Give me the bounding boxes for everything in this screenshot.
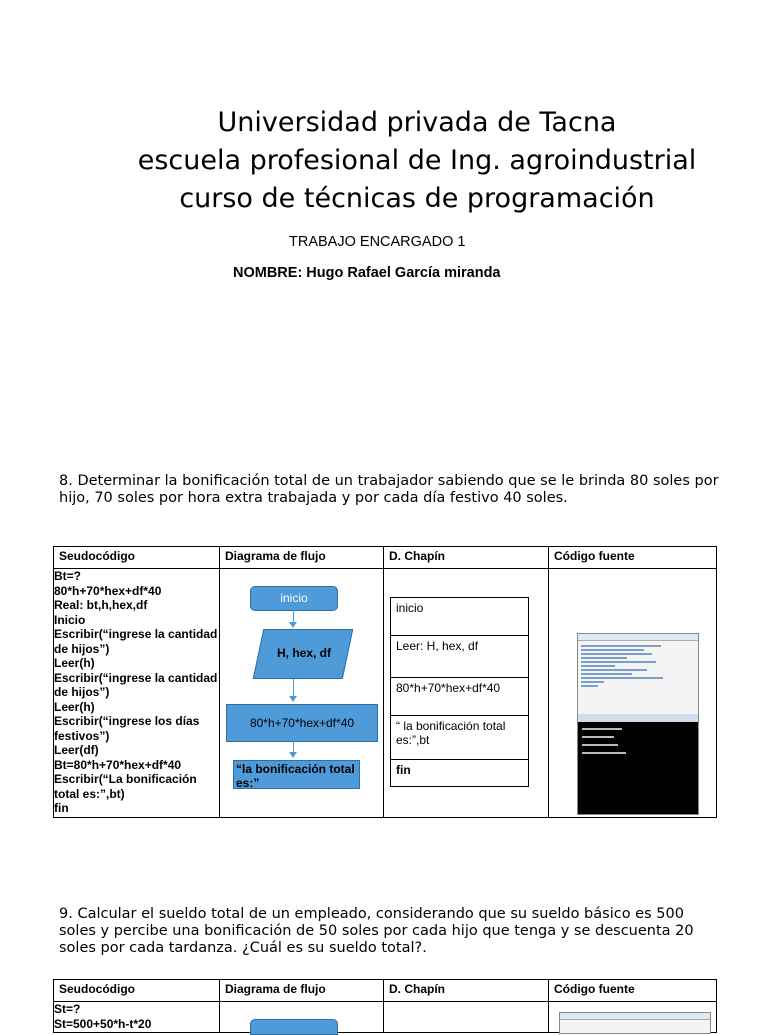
console-window <box>578 714 698 814</box>
pseudo-line: Escribir(“ingrese la cantidad de hijos”) <box>54 670 221 699</box>
col-pseudocode-header: Seudocódigo <box>54 547 220 569</box>
chapin-diagram <box>390 597 529 787</box>
source-code-screenshot <box>577 633 699 815</box>
col-chapin-header: D. Chapín <box>384 980 549 1002</box>
pseudo-line: Leer(h) <box>54 656 95 670</box>
table-row <box>54 1002 717 1033</box>
pseudocode-cell <box>54 1002 220 1033</box>
problem-8-statement: 8. Determinar la bonificación total de un trabajador sabiendo que se le brinda 80 soles por hijo, 70 soles por hora extra trabajada y por cada día festivo 40 soles. <box>59 473 719 506</box>
source-code-cell <box>549 1002 717 1033</box>
flow-input-node: H, hex, df <box>276 646 331 660</box>
chapin-step: 80*h+70*hex+df*40 <box>390 677 529 715</box>
problem-9-statement: 9. Calcular el sueldo total de un empleado, considerando que su sueldo básico es 500 soles y percibe una bonificación de 50 soles por cada hijo que tenga y se descuenta 20 soles por cada tardanza. ¿Cuál es su sueldo total?. <box>59 906 694 956</box>
source-code-screenshot <box>559 1012 711 1034</box>
pseudo-line: Leer(df) <box>54 743 99 757</box>
flowchart-cell <box>220 569 384 818</box>
pseudo-line: Escribir(“ingrese la cantidad de hijos”) <box>54 627 221 656</box>
table-header-row <box>54 547 717 569</box>
flow-process-node: 80*h+70*hex+df*40 <box>226 704 378 742</box>
chapin-step: fin <box>390 759 529 787</box>
title-line-school: escuela profesional de Ing. agroindustrial <box>137 145 697 176</box>
arrowhead-icon <box>289 752 297 758</box>
pseudo-line: Inicio <box>54 612 86 627</box>
flow-start-node: inicio <box>250 586 338 611</box>
pseudocode-cell <box>54 569 220 818</box>
col-pseudocode-header: Seudocódigo <box>54 980 220 1002</box>
pseudo-line: St=? <box>54 1002 81 1016</box>
chapin-cell <box>384 1002 549 1033</box>
document-title <box>0 104 768 218</box>
chapin-step: Leer: H, hex, df <box>390 635 529 677</box>
title-line-university: Universidad privada de Tacna <box>217 107 617 138</box>
pseudo-line: Bt=? <box>54 569 81 583</box>
col-source-header: Código fuente <box>549 547 717 569</box>
pseudo-line: fin <box>54 801 69 815</box>
col-chapin-header: D. Chapín <box>384 547 549 569</box>
table-row <box>54 569 717 818</box>
pseudo-line: Escribir(“ingrese los días festivos”) <box>54 714 203 743</box>
assignment-label: TRABAJO ENCARGADO 1 <box>289 234 466 250</box>
flowchart-cell <box>220 1002 384 1033</box>
pseudo-line: Escribir(“La bonificación total es:”,bt) <box>54 772 201 801</box>
source-code-cell <box>549 569 717 818</box>
chapin-cell <box>384 569 549 818</box>
table-header-row <box>54 980 717 1002</box>
col-flowchart-header: Diagrama de flujo <box>220 547 384 569</box>
pseudo-line: 80*h+70*hex+df*40 <box>54 583 162 598</box>
col-flowchart-header: Diagrama de flujo <box>220 980 384 1002</box>
chapin-step: inicio <box>390 597 529 635</box>
pseudo-line: Real: bt,h,hex,df <box>54 598 148 612</box>
pseudo-line: St=500+50*h-t*20 <box>54 1016 152 1031</box>
editor-code-lines <box>581 643 695 705</box>
editor-titlebar <box>578 634 698 641</box>
student-name: NOMBRE: Hugo Rafael García miranda <box>233 265 501 281</box>
pseudo-line: Leer(h) <box>54 699 95 714</box>
problem-8-table <box>53 546 717 818</box>
flow-start-node <box>250 1019 338 1035</box>
col-source-header: Código fuente <box>549 980 717 1002</box>
arrowhead-icon <box>289 696 297 702</box>
title-line-course: curso de técnicas de programación <box>179 183 655 214</box>
arrowhead-icon <box>289 622 297 628</box>
flow-output-node: “la bonificación total es:” <box>236 762 355 790</box>
pseudo-line: Bt=80*h+70*hex+df*40 <box>54 757 182 772</box>
flow-arrow <box>293 679 294 697</box>
chapin-step: “ la bonificación total es:”,bt <box>390 715 529 759</box>
problem-9-table <box>53 979 717 1033</box>
